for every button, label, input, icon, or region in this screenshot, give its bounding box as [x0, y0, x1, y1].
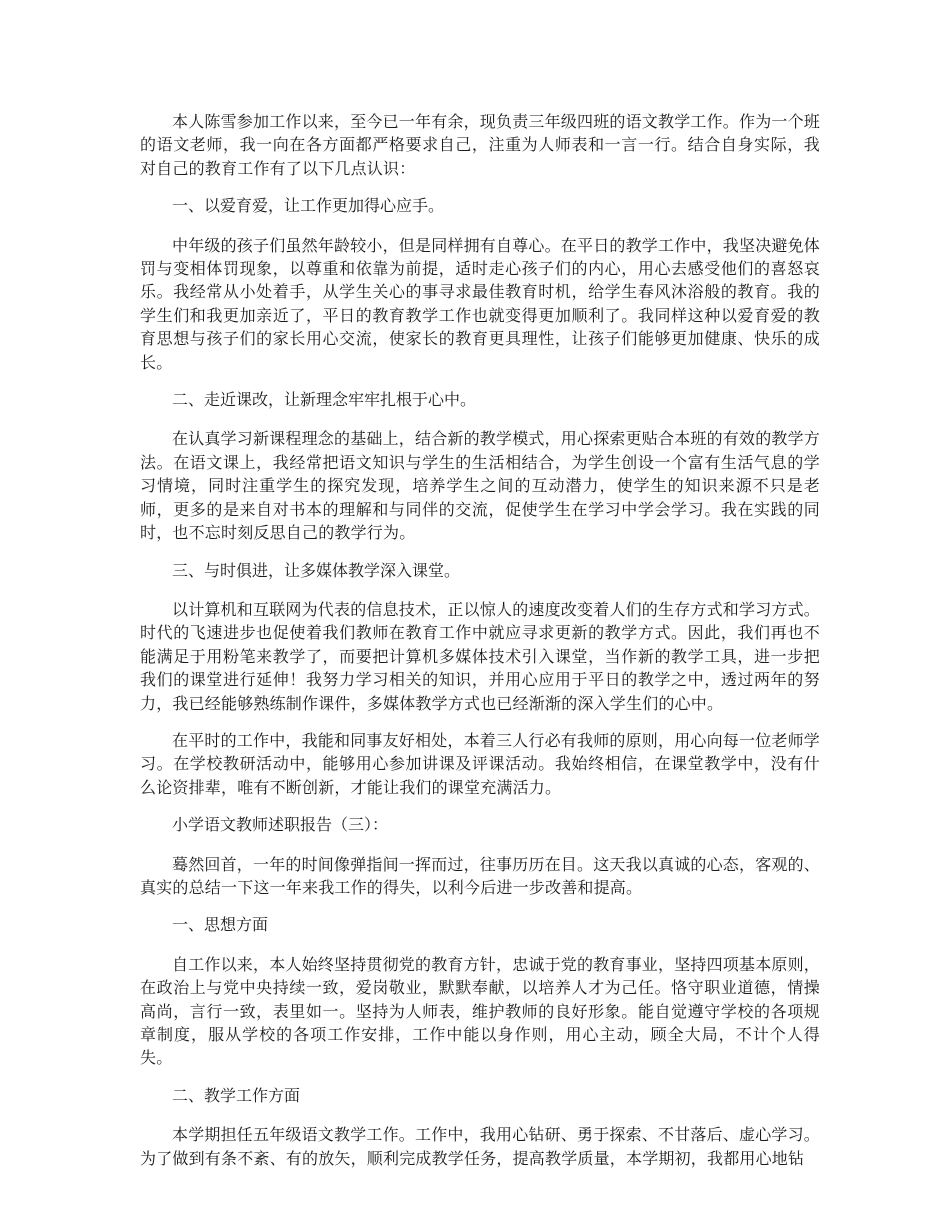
- section-heading-reform: 二、走近课改，让新理念牢牢扎根于心中。: [172, 390, 477, 410]
- intro-paragraph: 本人陈雪参加工作以来，至今已一年有余，现负责三年级四班的语文教学工作。作为一个班的语文老师，我一向在各方面都严格要求自己，注重为人师表和一言一行。结合自身实际，我对自己的教育工作有了以下几点认识：: [140, 112, 821, 178]
- paragraph-teaching: 本学期担任五年级语文教学工作。工作中，我用心钻研、勇于探索、不甘落后、虚心学习。为了做到有条不紊、有的放矢，顺利完成教学任务，提高教学质量，本学期初，我都用心地钻: [140, 1125, 821, 1168]
- report-title-three: 小学语文教师述职报告（三）：: [172, 815, 389, 835]
- paragraph-love: 中年级的孩子们虽然年龄较小，但是同样拥有自尊心。在平日的教学工作中，我坚决避免体罚与变相体罚现象，以尊重和依靠为前提，适时走心孩子们的内心，用心去感受他们的喜怒哀乐。我经常从小处着手，从学生关心的事寻求最佳教育时机，给学生春风沐浴般的教育。我的学生们和我更加亲近了，平日的教育教学工作也就变得更加顺利了。我同样这种以爱育爱的教育思想与孩子们的家长用心交流，使家长的教育更具理性，让孩子们能够更加健康、快乐的成长。: [140, 235, 821, 372]
- section-heading-love: 一、以爱育爱，让工作更加得心应手。: [172, 196, 445, 216]
- section-heading-teaching: 二、教学工作方面: [172, 1085, 301, 1105]
- document-body: [140, 110, 820, 1184]
- section-heading-multimedia: 三、与时俱进，让多媒体教学深入课堂。: [172, 560, 461, 580]
- paragraph-review: 蓦然回首，一年的时间像弹指间一挥而过，往事历历在目。这天我以真诚的心态，客观的、真实的总结一下这一年来我工作的得失，以利今后进一步改善和提高。: [140, 854, 821, 897]
- paragraph-reform: 在认真学习新课程理念的基础上，结合新的教学模式，用心探索更贴合本班的有效的教学方法。在语文课上，我经常把语文知识与学生的生活相结合，为学生创设一个富有生活气息的学习情境，同时注重学生的探究发现，培养学生之间的互动潜力，使学生的知识来源不只是老师，更多的是来自对书本的理解和与同伴的交流，促使学生在学习中学会学习。我在实践的同时，也不忘时刻反思自己的教学行为。: [140, 429, 821, 543]
- section-heading-thought: 一、思想方面: [172, 915, 269, 935]
- paragraph-thought: 自工作以来，本人始终坚持贯彻党的教育方针，忠诚于党的教育事业，坚持四项基本原则，在政治上与党中央持续一致，爱岗敬业，默默奉献，以培养人才为己任。恪守职业道德，情操高尚，言行一致，表里如一。坚持为人师表，维护教师的良好形象。能自觉遵守学校的各项规章制度，服从学校的各项工作安排，工作中能以身作则，用心主动，顾全大局，不计个人得失。: [140, 954, 821, 1068]
- paragraph-multimedia: 以计算机和互联网为代表的信息技术，正以惊人的速度改变着人们的生存方式和学习方式。时代的飞速进步也促使着我们教师在教育工作中就应寻求更新的教学方式。因此，我们再也不能满足于用粉笔来教学了，而要把计算机多媒体技术引入课堂，当作新的教学工具，进一步把我们的课堂进行延伸！我努力学习相关的知识，并用心应用于平日的教学之中，透过两年的努力，我已经能够熟练制作课件，多媒体教学方式也已经渐渐的深入学生们的心中。: [140, 599, 821, 713]
- paragraph-colleagues: 在平时的工作中，我能和同事友好相处，本着三人行必有我师的原则，用心向每一位老师学习。在学校教研活动中，能够用心参加讲课及评课活动。我始终相信，在课堂教学中，没有什么论资排辈，唯有不断创新，才能让我们的课堂充满活力。: [140, 730, 821, 797]
